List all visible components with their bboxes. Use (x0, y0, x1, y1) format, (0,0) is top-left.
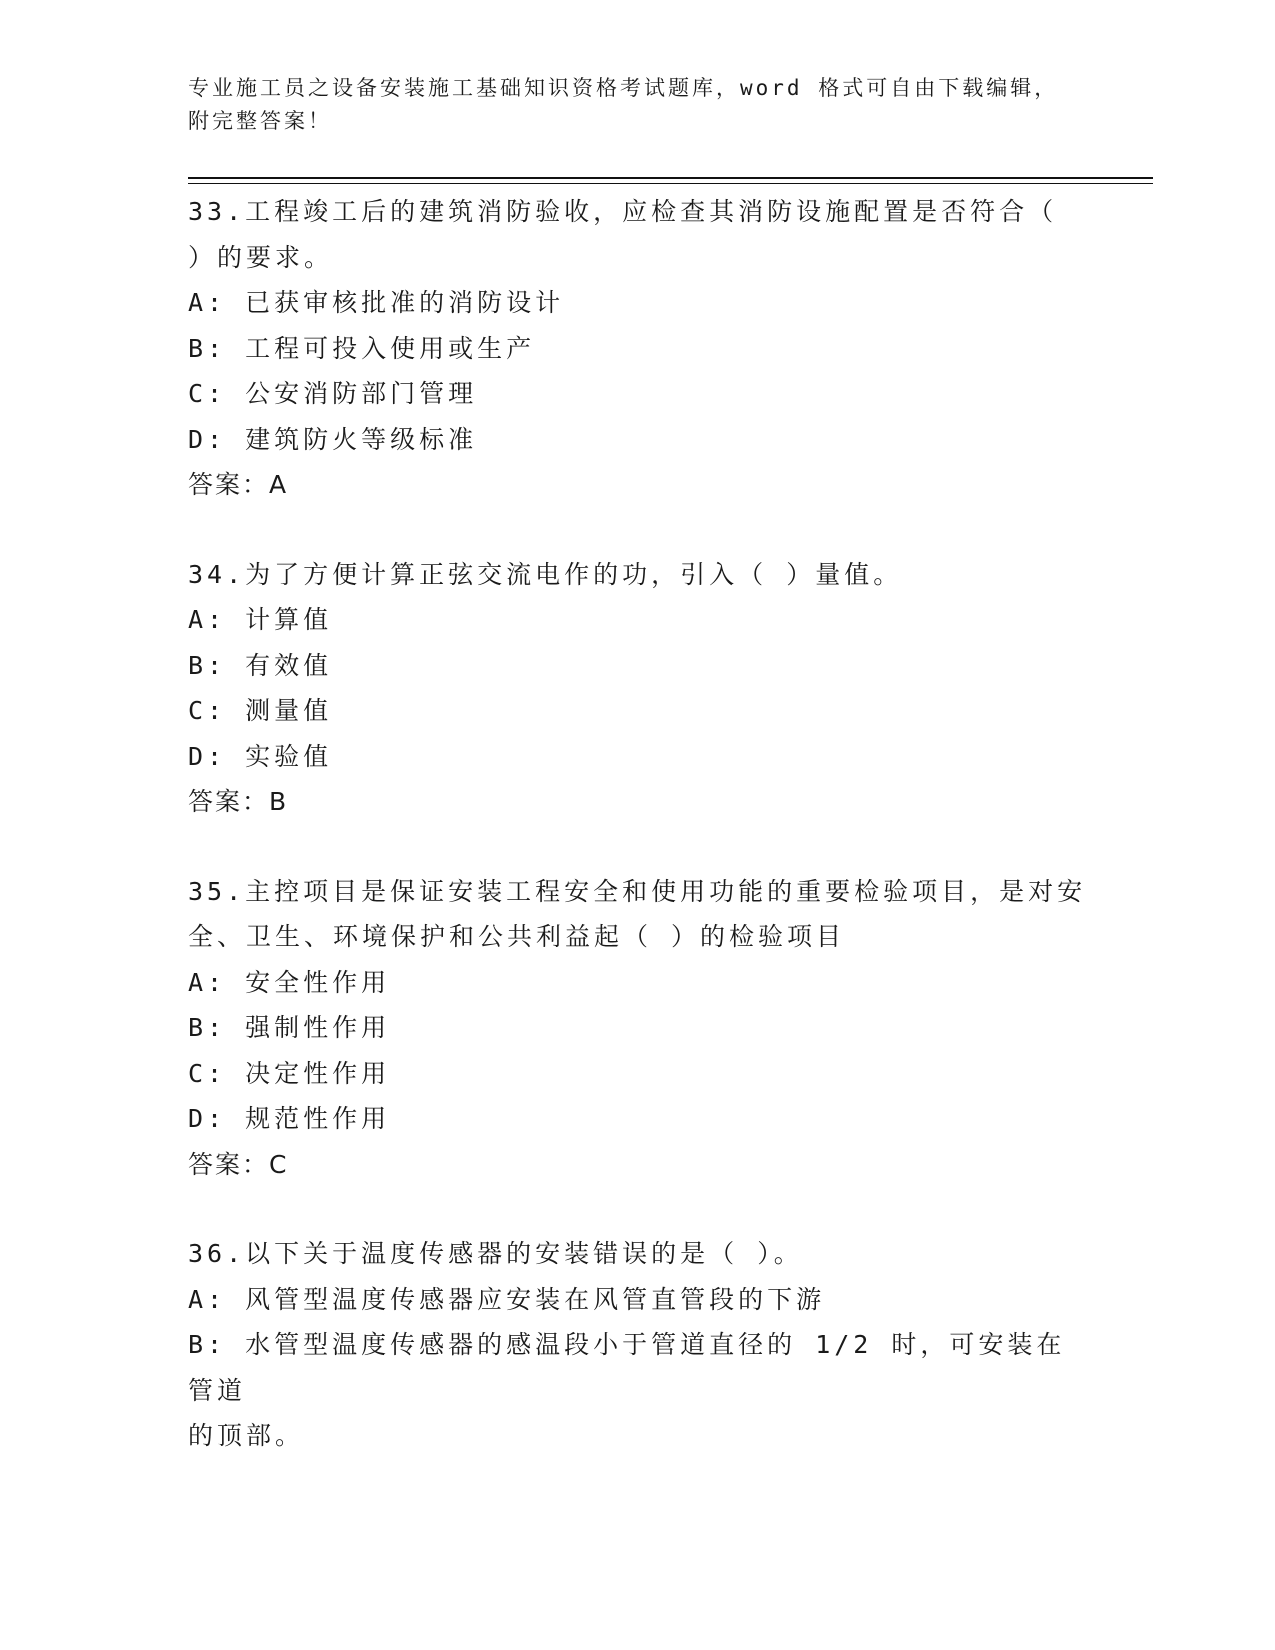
option-c: C: 公安消防部门管理 (188, 379, 478, 408)
option-a: A: 安全性作用 (188, 967, 391, 997)
option-b: B: 工程可投入使用或生产 (188, 333, 536, 363)
option-b: B: 水管型温度传感器的感温段小于管道直径的 1/2 时，可安装在管道 (188, 1330, 1066, 1405)
question-stem: 33.工程竣工后的建筑消防验收，应检查其消防设施配置是否符合（ (188, 197, 1058, 226)
question-stem: 36.以下关于温度传感器的安装错误的是（ ）。 (188, 1239, 803, 1268)
question-35 (188, 869, 1088, 1188)
option-b: B: 有效值 (188, 650, 333, 680)
option-d: D: 建筑防火等级标准 (188, 424, 478, 454)
question-stem: 35.主控项目是保证安装工程安全和使用功能的重要检验项目，是对安 (188, 876, 1087, 906)
question-stem-continued: 全、卫生、环境保护和公共利益起（ ）的检验项目 (188, 922, 846, 951)
header-divider-thick (188, 177, 1153, 179)
option-b-continued: 的顶部。 (188, 1421, 305, 1450)
header-divider-thin (188, 183, 1153, 184)
question-34 (188, 552, 1088, 825)
answer-label: 答案：B (188, 787, 289, 816)
option-a: A: 风管型温度传感器应安装在风管直管段的下游 (188, 1284, 826, 1314)
option-c: C: 决定性作用 (188, 1058, 391, 1088)
option-b: B: 强制性作用 (188, 1013, 391, 1042)
question-36 (188, 1231, 1088, 1459)
answer-label: 答案：C (188, 1149, 289, 1179)
option-a: A: 已获审核批准的消防设计 (188, 288, 565, 317)
document-header (188, 72, 1068, 138)
option-a: A: 计算值 (188, 605, 333, 634)
question-stem-continued: ）的要求。 (188, 242, 334, 272)
answer-label: 答案：A (188, 470, 289, 499)
option-c: C: 测量值 (188, 696, 333, 725)
question-33 (188, 189, 1088, 508)
header-line-1: 专业施工员之设备安装施工基础知识资格考试题库，word 格式可自由下载编辑， (188, 76, 1059, 100)
option-d: D: 实验值 (188, 741, 333, 771)
header-line-2: 附完整答案！ (188, 109, 332, 133)
question-list (188, 189, 1088, 1503)
option-d: D: 规范性作用 (188, 1104, 391, 1133)
question-stem: 34.为了方便计算正弦交流电作的功，引入（ ）量值。 (188, 559, 903, 589)
